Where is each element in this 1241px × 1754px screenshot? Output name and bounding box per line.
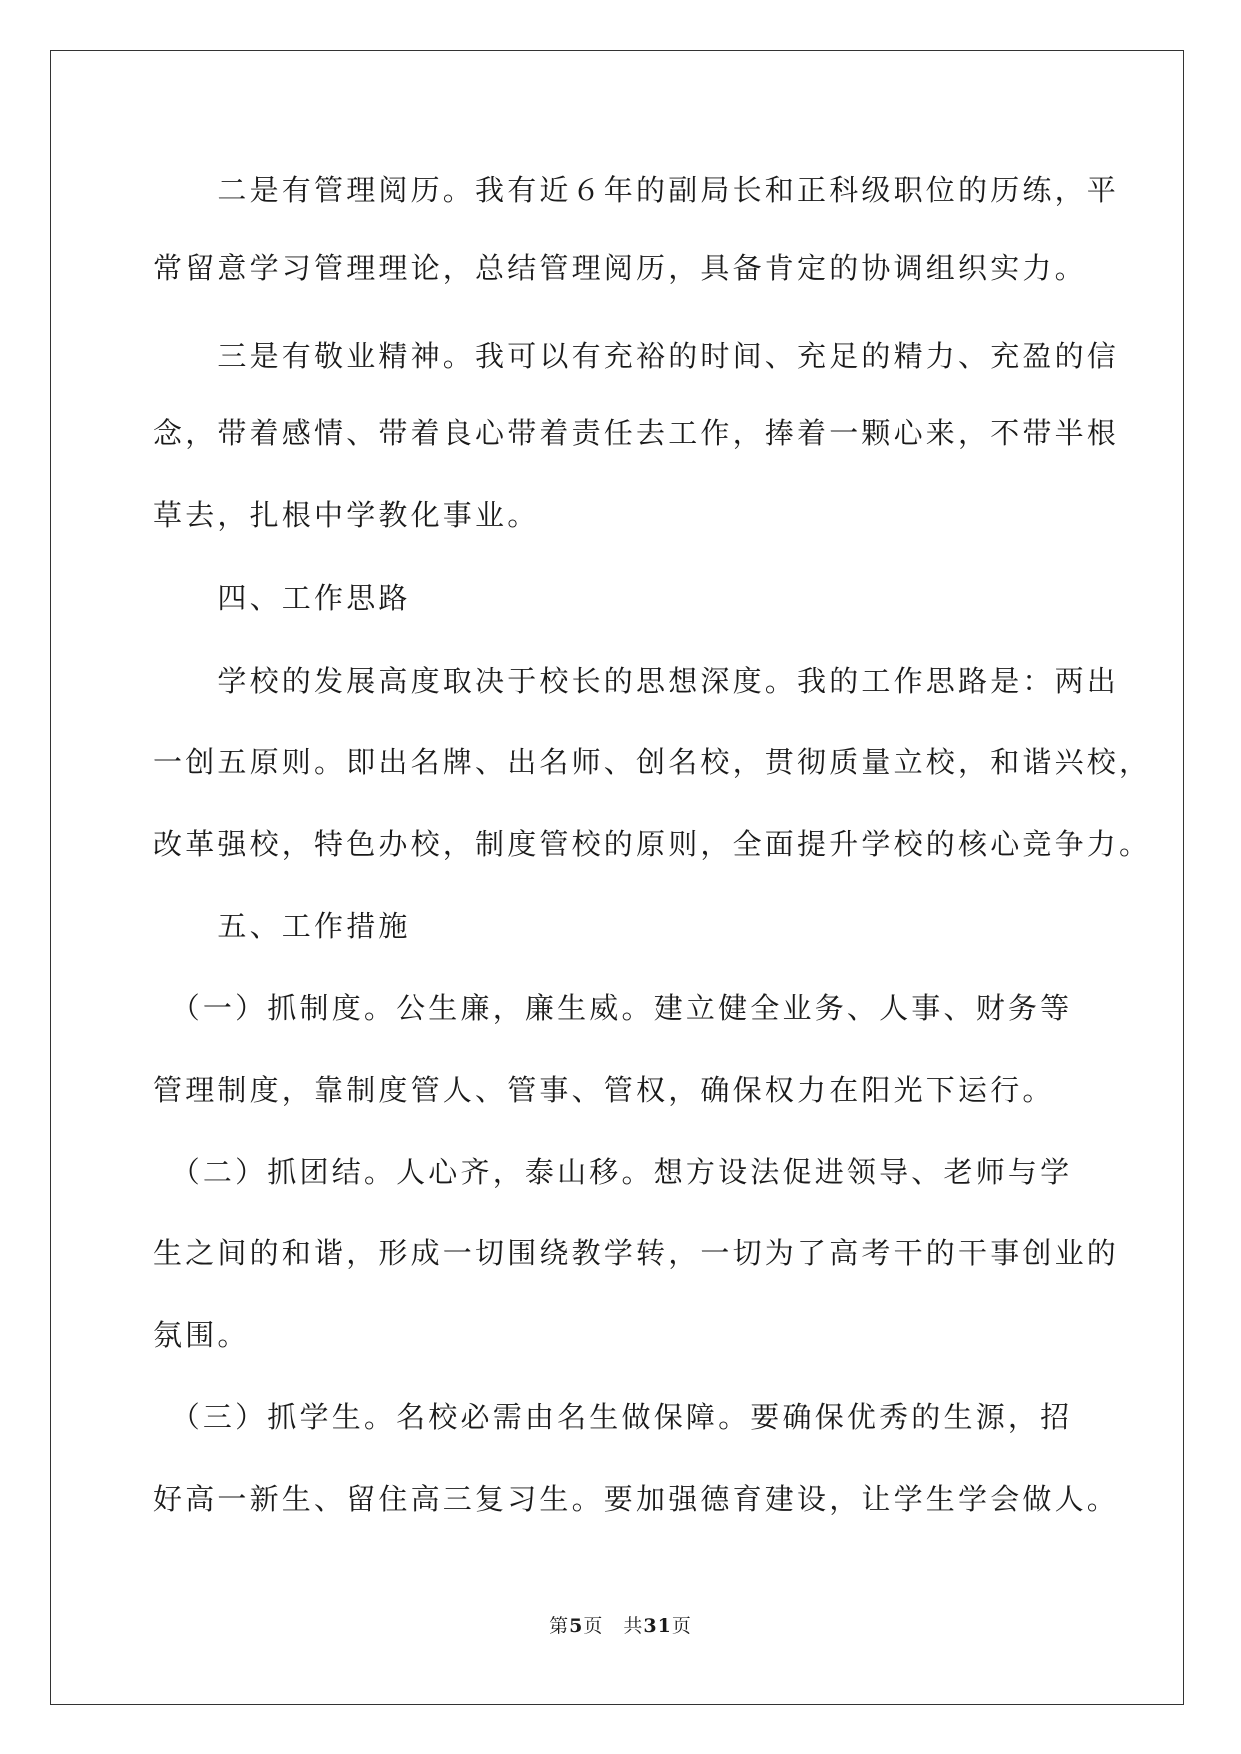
paragraph-line: 改革强校，特色办校，制度管校的原则，全面提升学校的核心竞争力。 [153, 827, 1152, 861]
page-number: 5 [569, 1615, 584, 1637]
footer-prefix: 第 [549, 1615, 570, 1637]
paragraph-line: 三是有敬业精神。我可以有充裕的时间、充足的精力、充盈的信 [153, 339, 1120, 373]
paragraph-line: （三）抓学生。名校必需由名生做保障。要确保优秀的生源，招 [153, 1400, 1073, 1434]
paragraph-line: 一创五原则。即出名牌、出名师、创名校，贯彻质量立校，和谐兴校， [153, 745, 1152, 779]
section-heading: 五、工作措施 [153, 909, 411, 943]
section-heading: 四、工作思路 [153, 581, 411, 615]
footer-mid: 页 共 [583, 1615, 644, 1637]
paragraph-line: 管理制度，靠制度管人、管事、管权，确保权力在阳光下运行。 [153, 1073, 1055, 1107]
paragraph-line: 草去，扎根中学教化事业。 [153, 498, 540, 532]
paragraph-line: 学校的发展高度取决于校长的思想深度。我的工作思路是：两出 [153, 664, 1120, 698]
page-footer [0, 1614, 1241, 1638]
paragraph-line: 念，带着感情、带着良心带着责任去工作，捧着一颗心来，不带半根 [153, 416, 1120, 450]
page-border [50, 50, 1184, 1705]
paragraph-line: （二）抓团结。人心齐，泰山移。想方设法促进领导、老师与学 [153, 1155, 1073, 1189]
paragraph-line: （一）抓制度。公生廉，廉生威。建立健全业务、人事、财务等 [153, 991, 1073, 1025]
paragraph-line: 氛围。 [153, 1318, 250, 1352]
paragraph-line: 好高一新生、留住高三复习生。要加强德育建设，让学生学会做人。 [153, 1482, 1120, 1516]
footer-suffix: 页 [671, 1615, 692, 1637]
paragraph-line: 生之间的和谐，形成一切围绕教学转，一切为了高考干的干事创业的 [153, 1236, 1120, 1270]
paragraph-line: 二是有管理阅历。我有近６年的副局长和正科级职位的历练，平 [153, 173, 1120, 207]
total-pages: 31 [643, 1615, 672, 1637]
paragraph-line: 常留意学习管理理论，总结管理阅历，具备肯定的协调组织实力。 [153, 251, 1087, 285]
